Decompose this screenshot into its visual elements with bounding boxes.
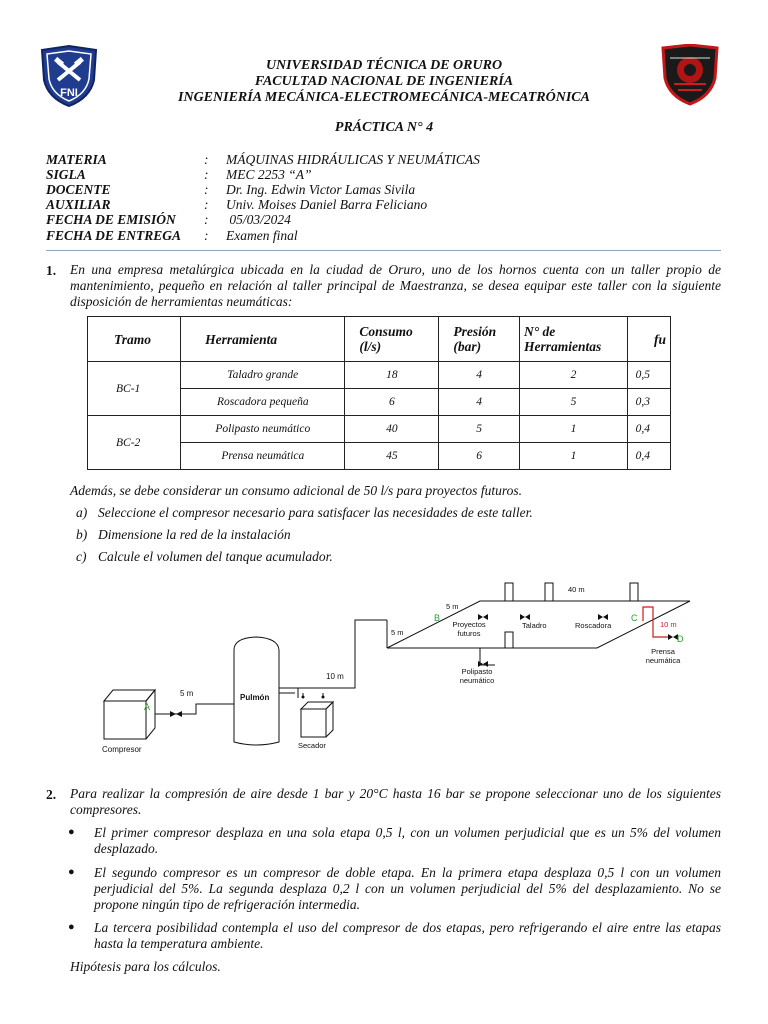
label-polipasto: Polipasto neumático [459,667,495,685]
meta-row-auxiliar [46,197,427,212]
label-proyectos-futuros: Proyectos futuros [452,620,486,638]
faculty-name: FACULTAD NACIONAL DE INGENIERÍA [254,74,514,89]
cell-fu: 0,5 [627,362,670,389]
meta-row-sigla [46,167,312,182]
fni-logo-text: FNI [60,87,78,99]
meta-colon: : [204,167,209,182]
practice-title: PRÁCTICA N° 4 [334,120,434,135]
cell-consumo: 40 [345,416,439,443]
problem-2-intro: Para realizar la compresión de aire desde 1 bar y 20°C hasta 16 bar se propone seleccionar uno de los siguientes compresores. [70,786,721,817]
th-tramo: Tramo [88,317,181,362]
item-b-label: b) [76,527,88,542]
meta-colon: : [204,212,209,227]
table-row [88,362,671,389]
header-divider [46,250,721,251]
cell-presion: 4 [439,389,520,416]
meta-row-fecha-entrega [46,228,298,243]
extra-consumption: Además, se debe considerar un consumo adicional de 50 l/s para proyectos futuros. [70,483,522,498]
meta-key: FECHA DE ENTREGA [46,228,182,243]
meta-value: Examen final [226,228,298,243]
problem-1-number: 1. [46,263,57,278]
th-presion: Presión (bar) [439,317,520,362]
cell-consumo: 6 [345,389,439,416]
cell-presion: 6 [439,443,520,470]
cell-tool: Prensa neumática [181,443,345,470]
meta-key: DOCENTE [46,182,111,197]
cell-fu: 0,4 [627,443,670,470]
tools-table [87,316,671,470]
cell-fu: 0,4 [627,416,670,443]
dist-10m-a: 10 m [326,672,344,681]
meta-row-fecha-emision [46,212,291,227]
dist-5m-c: 5 m [446,602,459,611]
cell-presion: 4 [439,362,520,389]
bullet-2: El segundo compresor es un compresor de doble etapa. En la primera etapa desplaza 0,5 l con un volumen perjudicial del 5%. La segunda desplaza 0,2 l con un volumen perjudicial del 5% del desplazamiento. No se propone ningún tipo de refrigeración intermedia. [94,865,721,912]
bullet-dot: ● [68,921,75,933]
cell-tramo: BC-1 [88,362,181,416]
problem-2-number: 2. [46,787,57,802]
cell-consumo: 18 [345,362,439,389]
item-b-text: Dimensione la red de la instalación [98,527,291,542]
item-a-label: a) [76,505,88,520]
bullet-1: El primer compresor desplaza en una sola etapa 0,5 l, con un volumen perjudicial que es un 5% del volumen desplazado. [94,825,721,856]
cell-presion: 5 [439,416,520,443]
point-d: D [677,634,684,644]
label-secador: Secador [298,741,326,750]
meta-colon: : [204,152,209,167]
dist-5m-b: 5 m [391,628,404,637]
item-c-text: Calcule el volumen del tanque acumulador. [98,549,333,564]
hypothesis: Hipótesis para los cálculos. [70,959,221,974]
meta-key: AUXILIAR [46,197,111,212]
table-row [88,416,671,443]
meta-value: Univ. Moises Daniel Barra Feliciano [226,197,428,212]
installation-diagram [92,578,712,763]
cell-n: 1 [519,443,627,470]
point-b: B [434,613,441,623]
meta-colon: : [204,182,209,197]
item-a-text: Seleccione el compresor necesario para satisfacer las necesidades de este taller. [98,505,533,520]
cell-consumo: 45 [345,443,439,470]
university-name: UNIVERSIDAD TÉCNICA DE ORURO [265,58,503,73]
cell-tool: Taladro grande [181,362,345,389]
meta-key: FECHA DE EMISIÓN [46,212,176,227]
dist-10m-red: 10 m [660,620,677,629]
cell-fu: 0,3 [627,389,670,416]
th-n-herramientas: N° de Herramientas [519,317,627,362]
cell-n: 1 [519,416,627,443]
meta-colon: : [204,228,209,243]
bullet-dot: ● [68,866,75,878]
point-a: A [144,702,151,712]
meta-key: MATERIA [46,152,107,167]
meta-value: MEC 2253 “A” [226,167,312,182]
meta-value: MÁQUINAS HIDRÁULICAS Y NEUMÁTICAS [226,152,480,167]
item-c-label: c) [76,549,87,564]
th-herramienta: Herramienta [181,317,345,362]
th-consumo: Consumo (l/s) [345,317,439,362]
problem-1-intro: En una empresa metalúrgica ubicada en la ciudad de Oruro, uno de los hornos cuenta con un taller propio de mantenimiento, pequeño en relación al taller principal de Maestranza, se desea equipar este taller con la siguiente disposición de herramientas neumáticas: [70,262,721,309]
bullet-dot: ● [68,826,75,838]
cell-tool: Roscadora pequeña [181,389,345,416]
cell-tramo: BC-2 [88,416,181,470]
label-pulmon: Pulmón [240,693,270,702]
meta-key: SIGLA [46,167,86,182]
th-fu: fu [627,317,670,362]
bullet-3: La tercera posibilidad contempla el uso del compresor de dos etapas, pero refrigerando el aire entre las etapas hasta la temperatura ambiente. [94,920,721,951]
cell-n: 2 [519,362,627,389]
meta-row-docente [46,182,415,197]
dist-40m: 40 m [568,585,585,594]
label-taladro: Taladro [522,621,547,630]
label-compresor: Compresor [102,745,142,754]
department-name: INGENIERÍA MECÁNICA-ELECTROMECÁNICA-MECATRÓNICA [178,90,590,105]
meta-row-materia [46,152,480,167]
meta-value: 05/03/2024 [226,212,291,227]
meta-value: Dr. Ing. Edwin Victor Lamas Sivila [226,182,416,197]
table-header-row [88,317,671,362]
label-prensa: Prensa neumática [645,647,681,665]
cell-n: 5 [519,389,627,416]
point-c: C [631,613,638,623]
dist-5m-a: 5 m [180,689,194,698]
cell-tool: Polipasto neumático [181,416,345,443]
label-roscadora: Roscadora [575,621,612,630]
meta-colon: : [204,197,209,212]
